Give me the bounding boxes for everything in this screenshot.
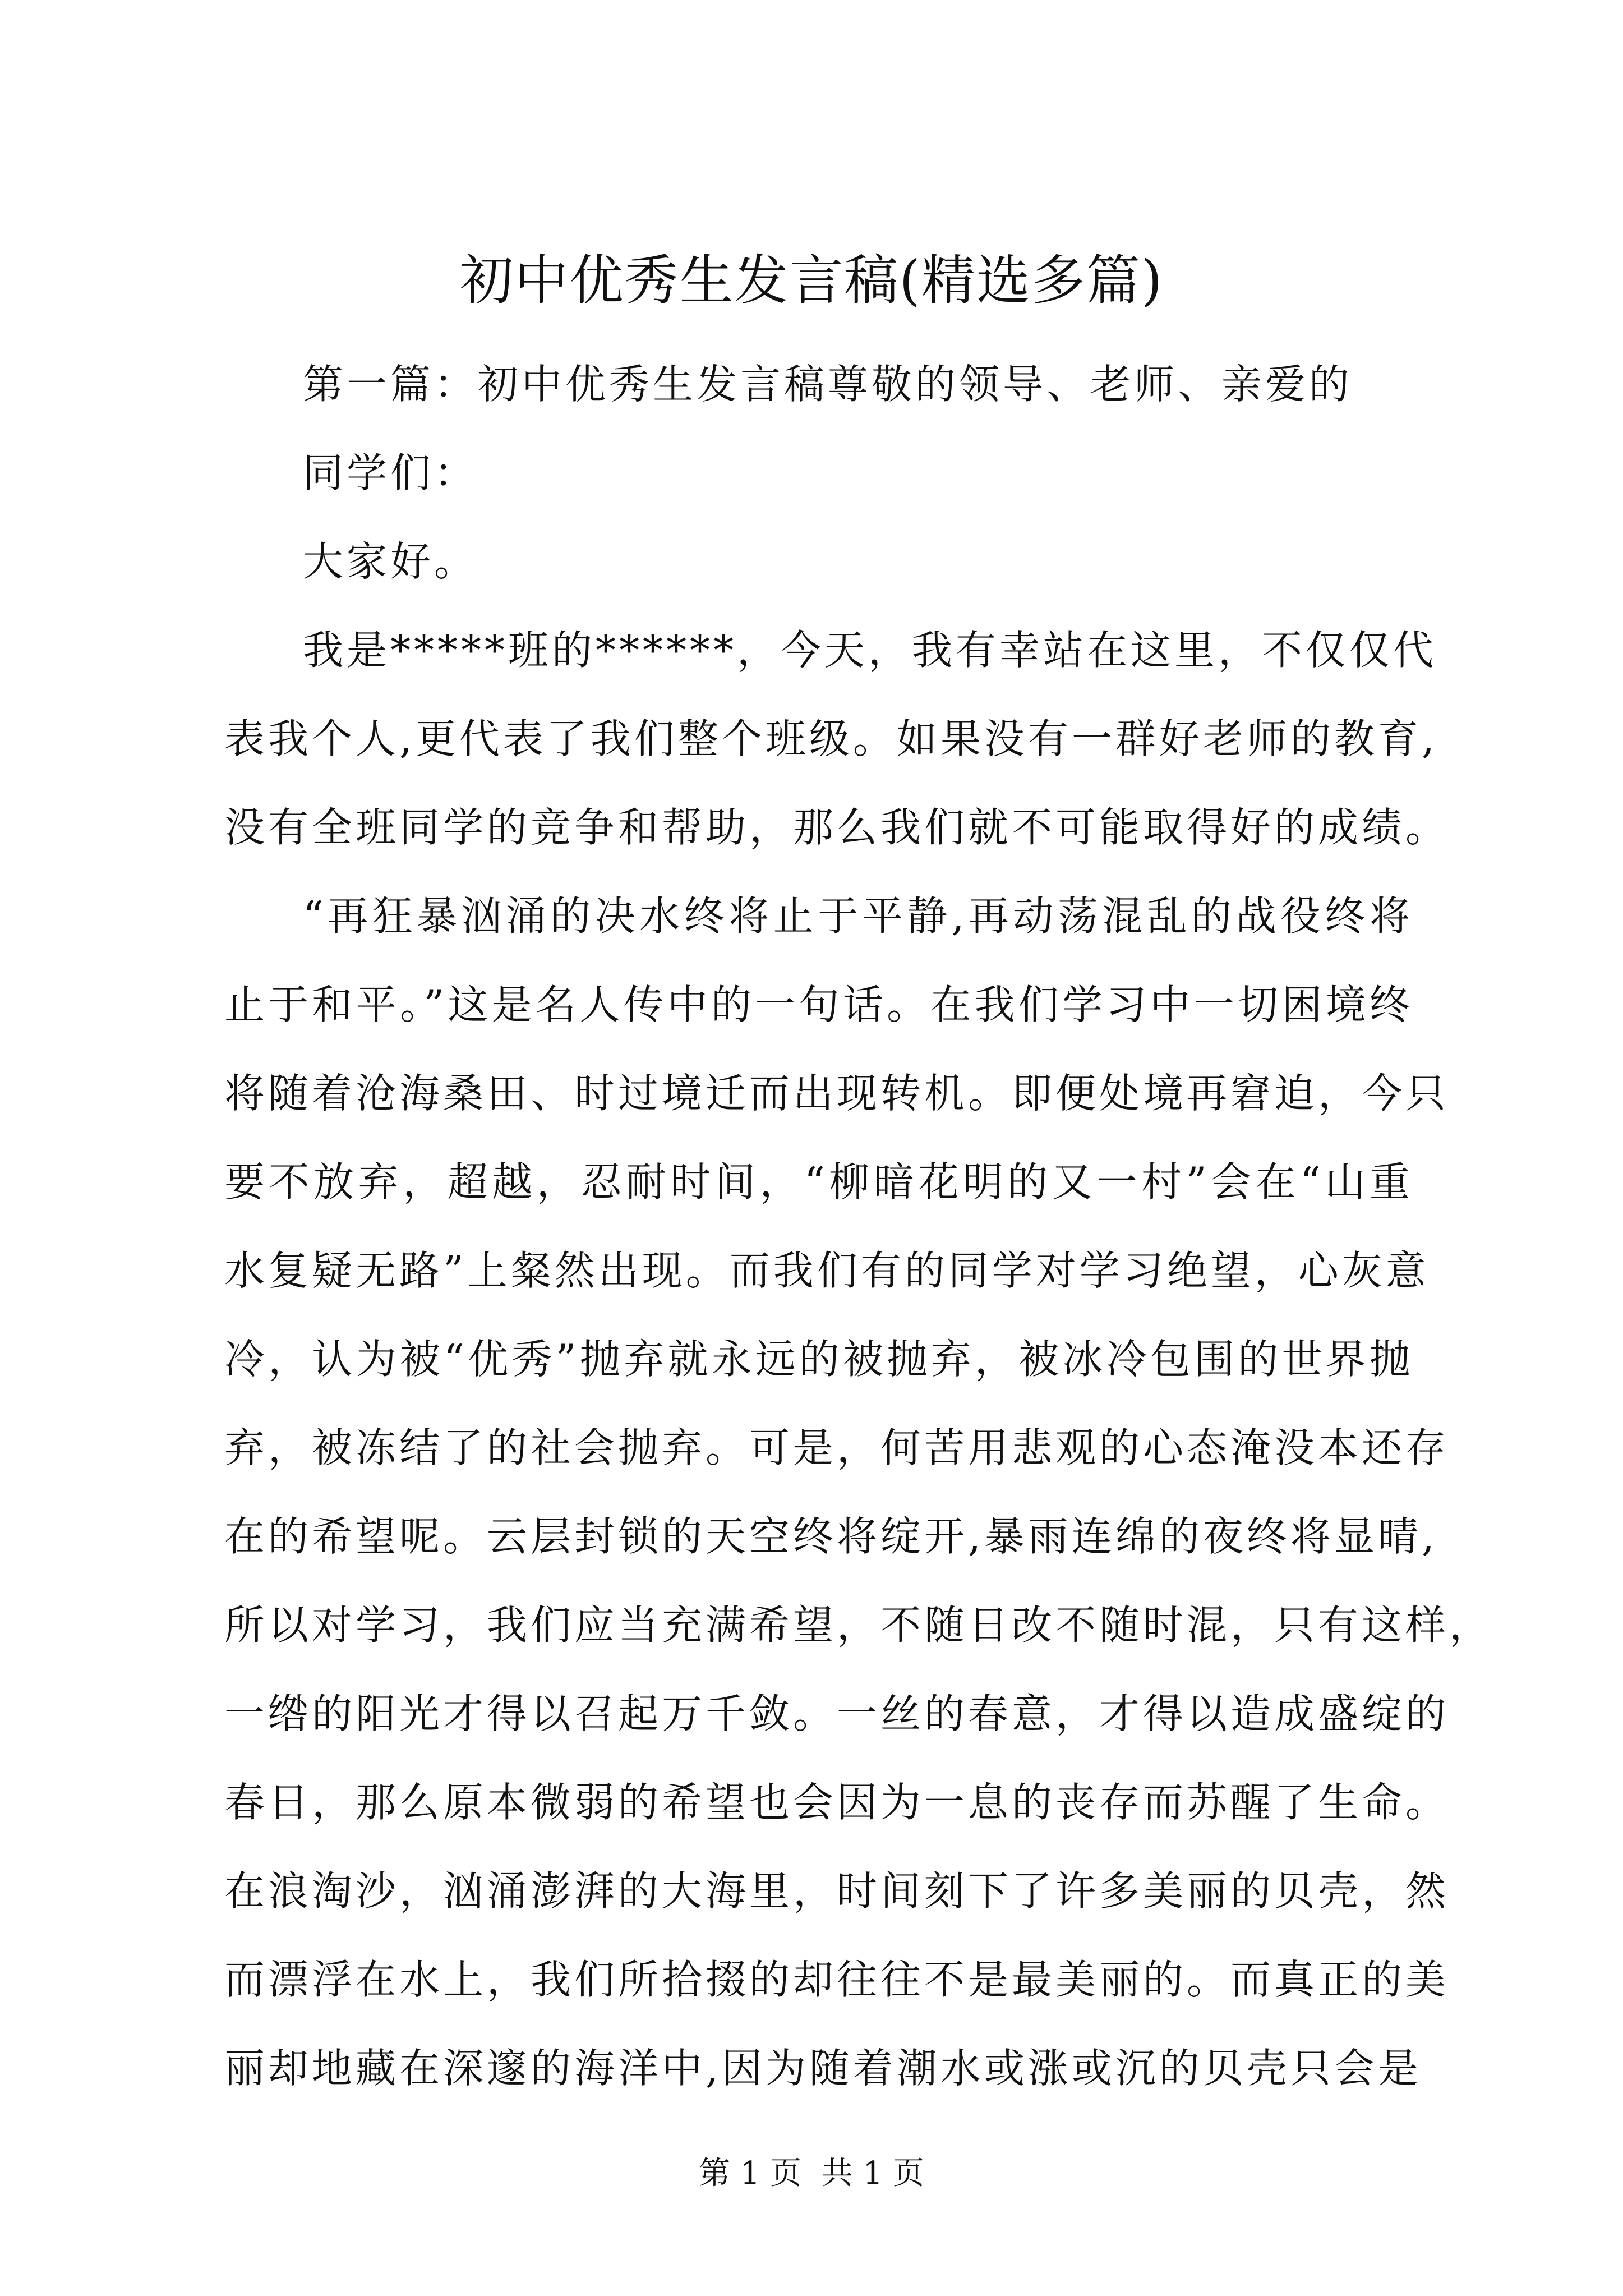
page-footer: 第 1 页 共 1 页 [698,2155,925,2192]
text-line: 丽却地藏在深邃的海洋中,因为随着潮水或涨或沉的贝壳只会是 [224,2045,1422,2092]
text-line: 将随着沧海桑田、时过境迁而出现转机。即便处境再窘迫，今只 [224,1070,1450,1117]
text-line: 水复疑无路”上粲然出现。而我们有的同学对学习绝望，心灰意 [224,1247,1430,1294]
text-line: 在的希望呢。云层封锁的天空终将绽开,暴雨连绵的夜终将显晴, [224,1513,1438,1560]
text-line: 所以对学习，我们应当充满希望，不随日改不随时混，只有这样， [224,1602,1493,1649]
document-title: 初中优秀生发言稿(精选多篇) [459,249,1164,312]
text-line: 在浪淘沙，汹涌澎湃的大海里，时间刻下了许多美丽的贝壳，然 [224,1867,1450,1915]
text-line: 弃，被冻结了的社会抛弃。可是，何苦用悲观的心态淹没本还存 [224,1424,1450,1471]
text-line: 大家好。 [303,538,478,585]
text-line: 第一篇：初中优秀生发言稿尊敬的领导、老师、亲爱的 [303,361,1353,408]
text-line: 而漂浮在水上，我们所拾掇的却往往不是最美丽的。而真正的美 [224,1956,1450,2003]
text-line: 同学们： [303,449,478,496]
text-line: 止于和平。”这是名人传中的一句话。在我们学习中一切困境终 [224,981,1413,1028]
text-line: 我是*****班的******，今天，我有幸站在这里，不仅仅代 [303,627,1437,674]
text-line: “再狂暴汹涌的决水终将止于平静,再动荡混乱的战役终将 [303,892,1413,940]
text-line: 要不放弃，超越，忍耐时间，“柳暗花明的又一村”会在“山重 [224,1158,1413,1205]
text-line: 一绺的阳光才得以召起万千敛。一丝的春意，才得以造成盛绽的 [224,1690,1450,1737]
text-line: 没有全班同学的竞争和帮助，那么我们就不可能取得好的成绩。 [224,804,1450,851]
text-line: 冷，认为被“优秀”抛弃就永远的被抛弃，被冰冷包围的世界抛 [224,1336,1413,1383]
text-line: 春日，那么原本微弱的希望也会因为一息的丧存而苏醒了生命。 [224,1779,1450,1826]
text-line: 表我个人,更代表了我们整个班级。如果没有一群好老师的教育, [224,715,1438,762]
